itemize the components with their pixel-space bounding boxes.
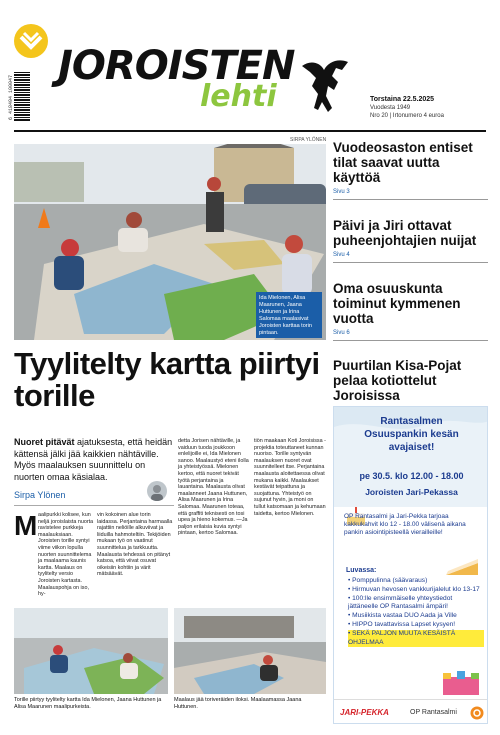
sidebar-item-title[interactable]: Vuodeosaston entiset tilat saavat uutta käyttöä bbox=[333, 140, 473, 185]
list-item: • Hirmuvan hevosen vankkurijalelut klo 13-17 bbox=[348, 585, 480, 593]
barcode-number: 6 418494 100047 bbox=[8, 74, 14, 120]
masthead bbox=[0, 0, 500, 138]
ad-list-title: Luvassa: bbox=[346, 567, 377, 574]
sidebar-item-title[interactable]: Puurtilan Kisa-Pojat pelaa kotiottelut Joroisissa bbox=[333, 358, 462, 403]
article-text: aalipurkki kolisee, kun neljä joroislaista nuorta ravistelee purkkeja maalauksiaan. Joroisten torille syntyi viime viikon lopulla nuorten suunnittelema ja maalaama kaunis kartta. Maalaus on tyylitelty versio Joroisten kartasta. Maalauspohja on iso, hy- bbox=[38, 512, 94, 598]
masthead-meta bbox=[370, 96, 490, 120]
jari-pekka-logo: JARI-PEKKA bbox=[340, 708, 389, 717]
masthead-badge-icon bbox=[14, 24, 48, 58]
sidebar-item[interactable] bbox=[333, 218, 488, 263]
volume: Vuodesta 1949 bbox=[370, 105, 411, 111]
masthead-rule bbox=[14, 130, 486, 132]
moose-logo-icon bbox=[298, 56, 352, 116]
photo-caption: Ida Mielonen, Alisa Maarunen, Jaana Huttunen ja Irina Salomaa maalasivat Joroisten karttaa torin pintaan. bbox=[256, 292, 322, 338]
ad-headline: Rantasalmen Osuuspankin kesän avajaiset! bbox=[364, 416, 459, 453]
list-item: • Musiikista vastaa DUO Aada ja Ville bbox=[348, 612, 457, 620]
lead-paragraph bbox=[14, 437, 174, 483]
sidebar-item-page: Sivu 4 bbox=[333, 252, 350, 258]
sidebar-item[interactable] bbox=[333, 281, 488, 341]
sidebar-item[interactable] bbox=[333, 358, 488, 413]
divider bbox=[333, 340, 488, 341]
article-photo-1 bbox=[14, 608, 168, 694]
sidebar-item-title[interactable]: Oma osuuskunta toiminut kymmenen vuotta bbox=[333, 281, 461, 326]
author-avatar bbox=[147, 481, 167, 501]
divider bbox=[333, 199, 488, 200]
article-column-1 bbox=[14, 512, 96, 598]
sidebar-item-page: Sivu 3 bbox=[333, 189, 350, 195]
sidebar-item-page: Sivu 6 bbox=[333, 330, 350, 336]
divider bbox=[333, 262, 488, 263]
sidebar-item-title[interactable]: Päivi ja Jiri ottavat puheenjohtajien nuijat bbox=[333, 218, 477, 248]
ad-location: Joroisten Jari-Pekassa bbox=[365, 487, 458, 497]
ad-offer: OP Rantasalmi ja Jari-Pekka tarjoaa kakkukahvit klo 12 - 18.00 välisenä aikana pankin asiointipisteellä vierailleille! bbox=[344, 513, 466, 536]
article-column-2: vin kokoinen alue torin laidassa. Perjantaina harmaalla rajattiin neliöille alkuviivat ja liiduilla hahmoteltiin. Tekijöiden mukaan työ on vaatinut suunnittelua ja tarkkuutta. Maalausta tehdessä on pitänyt katsoa, että viivat osuvat oikeisiin kohtiin ja värit mätsäävät. bbox=[97, 512, 173, 578]
photo-caption-1: Torille piirtyy tyylitelty kartta Ida Mielonen, Jaana Huttunen ja Alisa Maarunen maalipurkeista. bbox=[14, 697, 162, 710]
list-item: • 100:lle ensimmäiselle yhteystiedot jättäneelle OP Rantasalmi ämpäri! bbox=[348, 594, 453, 611]
article-column-4: tiön maakaan Koti Joroisissa -projektia toteuttaneet kunnan nuoriso. Torille syntyvän maalauksen nuoret ovat suunnitelleet itse. Perjantaina maalausta aloitettaessa olivat mukana kaikki. Maalaukset kestävät teipattuna ja suojattuna. Yhteistyö on sujunut hyvin, ja moni on tullut katsomaan ja kehumaan taidetta, kertoo Mielonen. bbox=[254, 438, 326, 517]
masthead-subtitle: lehti bbox=[200, 79, 277, 114]
ad-footer bbox=[334, 699, 488, 724]
dropcap: M bbox=[14, 510, 38, 541]
byline: Sirpa Ylönen bbox=[14, 490, 66, 500]
photo-caption-2: Maalaus jää toriveräiden iloksi. Maalaamassa Jaana Huttunen. bbox=[174, 697, 302, 710]
issue-date: Torstaina 22.5.2025 bbox=[370, 96, 435, 103]
op-logo-icon bbox=[470, 706, 484, 720]
op-rantasalmi-logo: OP Rantasalmi bbox=[410, 709, 457, 716]
issue-info: Nro 20 | Irtonumero 4 euroa bbox=[370, 113, 444, 119]
list-item: • HIPPO tavattavissa Lapset kysyen! bbox=[348, 620, 456, 628]
ad-date: pe 30.5. klo 12.00 - 18.00 bbox=[359, 471, 464, 481]
advertisement[interactable] bbox=[333, 406, 488, 724]
photo-credit: SIRPA YLÖNEN bbox=[290, 137, 327, 143]
lead-text: ajatuksesta, että heidän kättensä jälki jää kaikkien nähtäville. Myös maalauksen suunnittelu on nuorten omaa käsialaa. bbox=[14, 437, 173, 482]
divider bbox=[14, 505, 174, 506]
list-item: • SEKÄ PALJON MUUTA KESÄISTÄ OHJELMAA bbox=[348, 630, 484, 648]
ad-list bbox=[348, 577, 484, 647]
article-column-3: detta Jorisen nähtäville, ja vaiduun tuoda joukkoon enlelijoille ei, Ida Mielonen sanoo. Maalaustyö eteni ilolla ja yhteistyössä. Mielonen kertoo, että nuoret tekivät työtä perjantaina ja lauantaina. Maalausta olivat maalanneet Jaana Huttunen, Alisa Maarunen ja Irina Salomaa. Maarunen toteaa, että graffiti teknisesti on tosi upea ja hieno kokemus. —Ja paljon erilaisia kuvia syntyi pintaan, kertoo Salomaa. bbox=[178, 438, 249, 537]
bouncy-castle-icon bbox=[439, 665, 483, 697]
main-headline[interactable]: Tyylitelty kartta piirtyi torille bbox=[14, 346, 320, 413]
barcode bbox=[14, 72, 30, 122]
list-item: • Pomppulinna (säävaraus) bbox=[348, 577, 428, 584]
masthead-title: JOROISTEN bbox=[58, 43, 295, 89]
lead-bold: Nuoret pitävät bbox=[14, 437, 75, 447]
sidebar-item[interactable] bbox=[333, 140, 488, 200]
article-photo-2 bbox=[174, 608, 326, 694]
